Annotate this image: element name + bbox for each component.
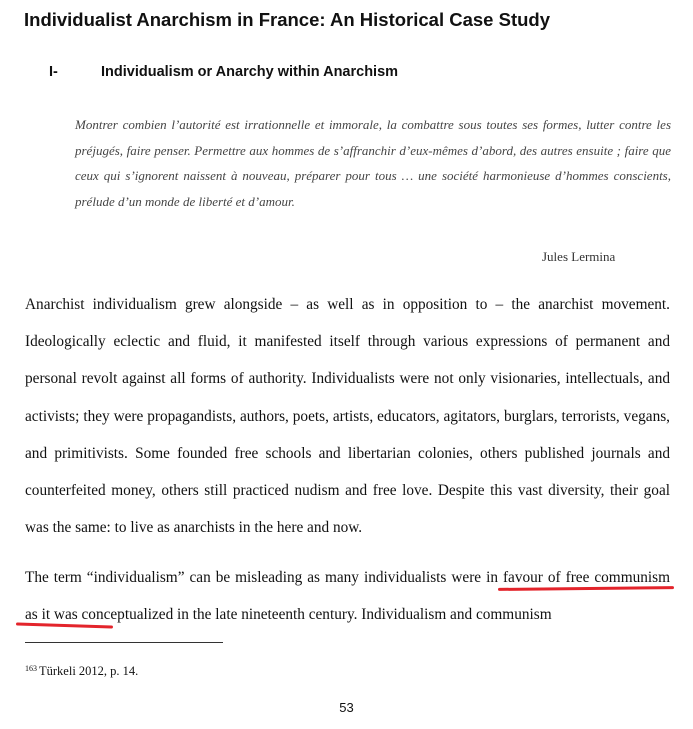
body-paragraph: The term “individualism” can be misleading as many individualists were in favour of free communism as it was conceptualized in the late nineteenth century. Individualism and communism xyxy=(25,569,670,624)
page-number: 53 xyxy=(339,700,354,715)
page-title: Individualist Anarchism in France: An Historical Case Study xyxy=(24,9,551,30)
section-heading xyxy=(49,64,398,80)
epigraph-author: Jules Lermina xyxy=(542,249,616,264)
footnote-divider xyxy=(25,642,223,643)
footnote xyxy=(25,664,138,679)
epigraph-quote: Montrer combien l’autorité est irrationnelle et immorale, la combattre sous toutes ses formes, lutter contre les préjugés, faire penser. Permettre aux hommes de s’affranchir d’eux-mêmes d’abord, des autres ensuite ; faire que ceux qui s’ignorent naissent à nouveau, préparer pour tous … une société harmonieuse d’hommes conscients, prélude d’un monde de liberté et d’amour. xyxy=(75,117,671,209)
section-number: I- xyxy=(49,64,58,80)
footnote-text: Türkeli 2012, p. 14. xyxy=(39,664,139,678)
body-paragraph: Anarchist individualism grew alongside – as well as in opposition to – the anarchist movement. Ideologically eclectic and fluid, it manifested itself through various expressions of permanent and personal revolt against all forms of authority. Individualists were not only visionaries, intellectuals, and activists; they were propagandists, authors, poets, artists, educators, agitators, burglars, terrorists, vegans, and primitivists. Some founded free schools and libertarian colonies, others published journals and counterfeited money, others still practiced nudism and free love. Despite this vast diversity, their goal was the same: to live as anarchists in the here and now. xyxy=(25,296,670,537)
section-heading-text: Individualism or Anarchy within Anarchism xyxy=(101,64,399,80)
footnote-marker: 163 xyxy=(25,664,37,673)
